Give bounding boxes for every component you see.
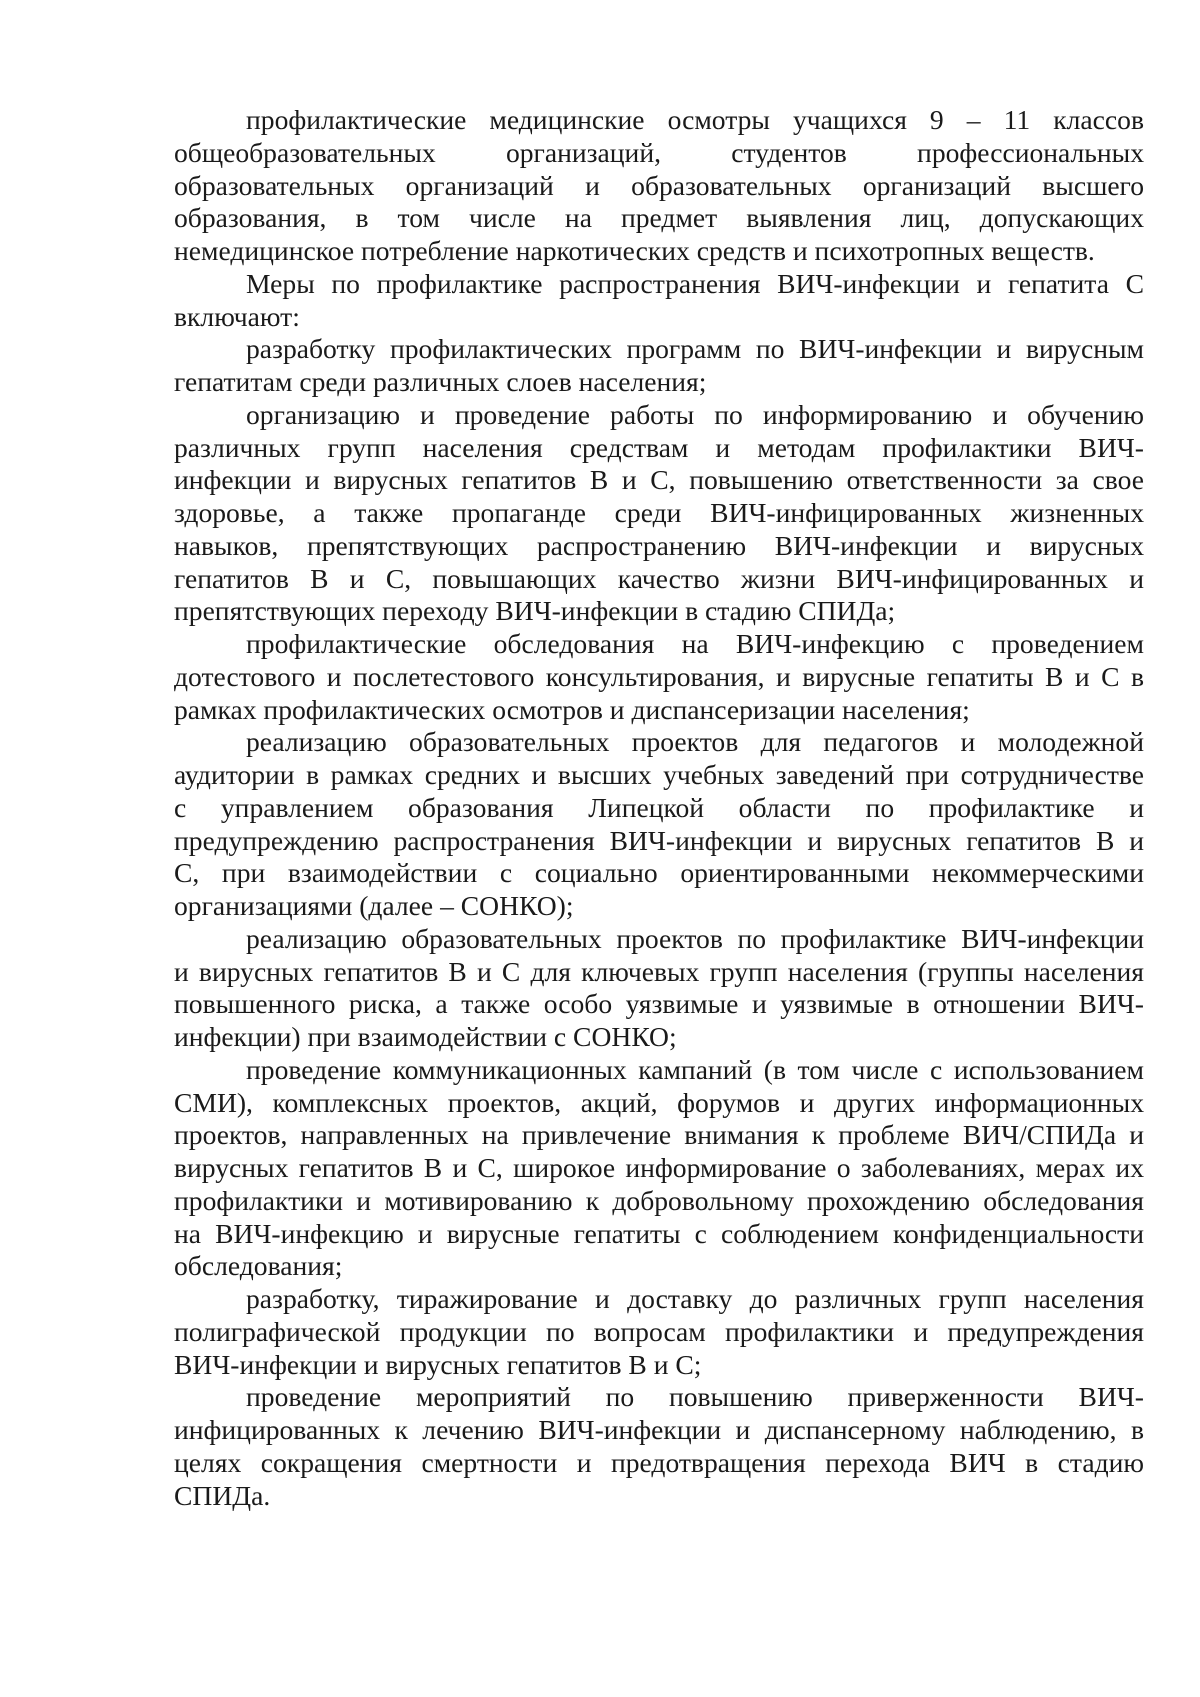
text-line: образовательных организаций и образовательных организаций высшего: [174, 169, 1144, 201]
text-line: организацию и проведение работы по информированию и обучению: [246, 398, 1144, 430]
text-line: на ВИЧ-инфекцию и вирусные гепатиты с соблюдением конфиденциальности: [174, 1217, 1144, 1249]
text-line: вирусных гепатитов В и С, широкое информирование о заболеваниях, мерах их: [174, 1152, 1144, 1183]
text-line: целях сокращения смертности и предотвращения перехода ВИЧ в стадию: [174, 1446, 1144, 1478]
text-line: предупреждению распространения ВИЧ-инфекции и вирусных гепатитов В и: [174, 824, 1144, 856]
text-line: образования, в том числе на предмет выявления лиц, допускающих: [174, 202, 1144, 234]
text-line: полиграфической продукции по вопросам профилактики и предупреждения: [174, 1315, 1144, 1347]
text-line: СПИДа.: [174, 1479, 271, 1511]
text-line: гепатитам среди различных слоев населения;: [174, 366, 707, 397]
text-line: препятствующих переходу ВИЧ-инфекции в стадию СПИДа;: [174, 595, 896, 627]
paragraph: [174, 333, 1144, 399]
text-line: организациями (далее – СОНКО);: [174, 890, 574, 921]
text-line: обследования;: [174, 1250, 343, 1282]
paragraph: [174, 268, 1144, 334]
text-line: ВИЧ-инфекции и вирусных гепатитов В и С;: [174, 1348, 702, 1380]
text-line: дотестового и послетестового консультирования, и вирусные гепатиты В и С в: [174, 660, 1144, 692]
text-line: с управлением образования Липецкой области по профилактике и: [174, 791, 1144, 823]
text-line: реализацию образовательных проектов для педагогов и молодежной: [246, 726, 1144, 758]
text-line: инфекции) при взаимодействии с СОНКО;: [174, 1021, 677, 1052]
text-line: СМИ), комплексных проектов, акций, форумов и других информационных: [174, 1086, 1144, 1118]
text-line: включают:: [174, 300, 300, 332]
paragraph: [174, 1381, 1144, 1512]
paragraph: [174, 628, 1144, 726]
text-line: и вирусных гепатитов В и С для ключевых групп населения (группы населения: [174, 955, 1144, 987]
text-line: аудитории в рамках средних и высших учебных заведений при сотрудничестве: [174, 759, 1144, 790]
text-line: рамках профилактических осмотров и диспансеризации населения;: [174, 693, 970, 725]
paragraph: [174, 1283, 1144, 1381]
text-line: различных групп населения средствам и методам профилактики ВИЧ-: [174, 431, 1144, 463]
paragraph: [174, 104, 1144, 268]
text-line: здоровье, а также пропаганде среди ВИЧ-инфицированных жизненных: [174, 497, 1144, 528]
text-line: профилактические обследования на ВИЧ-инфекцию с проведением: [246, 628, 1144, 659]
text-line: Меры по профилактике распространения ВИЧ-инфекции и гепатита С: [246, 267, 1144, 299]
text-line: профилактические медицинские осмотры учащихся 9 – 11 классов: [246, 104, 1144, 135]
paragraph: [174, 1054, 1144, 1283]
text-line: С, при взаимодействии с социально ориентированными некоммерческими: [174, 857, 1144, 889]
text-line: разработку профилактических программ по ВИЧ-инфекции и вирусным: [246, 333, 1144, 365]
text-line: проектов, направленных на привлечение внимания к проблеме ВИЧ/СПИДа и: [174, 1119, 1144, 1151]
text-line: разработку, тиражирование и доставку до различных групп населения: [246, 1283, 1144, 1314]
paragraph: [174, 399, 1144, 628]
text-line: общеобразовательных организаций, студентов профессиональных: [174, 136, 1144, 168]
text-line: профилактики и мотивированию к добровольному прохождению обследования: [174, 1184, 1144, 1216]
text-line: проведение коммуникационных кампаний (в том числе с использованием: [246, 1053, 1144, 1085]
paragraph: [174, 726, 1144, 923]
text-line: проведение мероприятий по повышению приверженности ВИЧ-: [246, 1381, 1144, 1413]
text-line: инфекции и вирусных гепатитов В и С, повышению ответственности за свое: [174, 464, 1144, 496]
text-line: навыков, препятствующих распространению ВИЧ-инфекции и вирусных: [174, 529, 1144, 561]
paragraph: [174, 923, 1144, 1054]
document-body: [174, 104, 1144, 1512]
text-line: реализацию образовательных проектов по профилактике ВИЧ-инфекции: [246, 922, 1144, 954]
text-line: гепатитов В и С, повышающих качество жизни ВИЧ-инфицированных и: [174, 562, 1144, 594]
text-line: повышенного риска, а также особо уязвимые и уязвимые в отношении ВИЧ-: [174, 988, 1144, 1020]
text-line: немедицинское потребление наркотических средств и психотропных веществ.: [174, 235, 1095, 266]
text-line: инфицированных к лечению ВИЧ-инфекции и диспансерному наблюдению, в: [174, 1414, 1144, 1445]
